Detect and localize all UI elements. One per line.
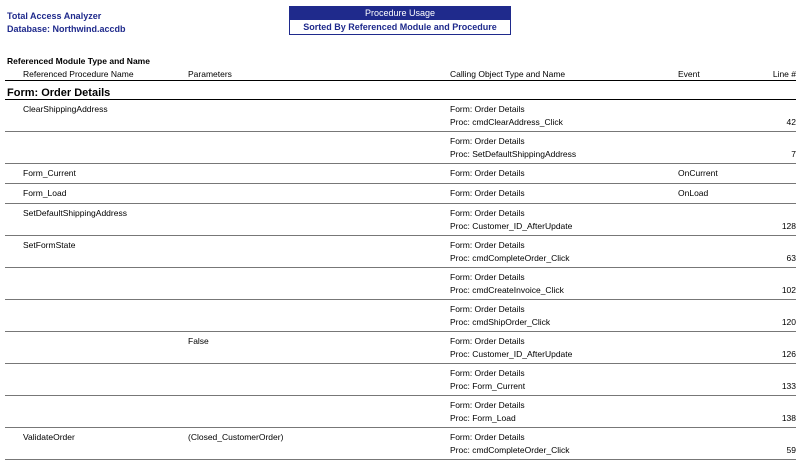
line-number: 120 <box>781 317 796 327</box>
table-row <box>5 100 796 132</box>
calling-object: Form: Order Details <box>450 168 525 178</box>
app-title: Total Access Analyzer <box>7 11 102 21</box>
table-row <box>5 396 796 428</box>
calling-object: Form: Order Details <box>450 188 525 198</box>
calling-object: Form: Order Details <box>450 136 525 146</box>
line-number: 42 <box>786 117 796 127</box>
calling-object: Form: Order Details <box>450 208 525 218</box>
calling-proc: Proc: SetDefaultShippingAddress <box>450 149 577 159</box>
table-row <box>5 132 796 164</box>
calling-proc: Proc: Form_Load <box>450 413 516 423</box>
table-row <box>5 164 796 184</box>
section-title: Form: Order Details <box>7 87 111 99</box>
calling-object: Form: Order Details <box>450 104 525 114</box>
table-row <box>5 236 796 268</box>
line-number: 59 <box>786 445 796 455</box>
calling-proc: Proc: cmdCompleteOrder_Click <box>450 445 570 455</box>
calling-object: Form: Order Details <box>450 368 525 378</box>
table-row <box>5 184 796 204</box>
table-row <box>5 300 796 332</box>
group-header: Referenced Module Type and Name <box>7 56 150 66</box>
calling-proc: Proc: Form_Current <box>450 381 526 391</box>
table-row <box>5 332 796 364</box>
calling-proc: Proc: cmdCompleteOrder_Click <box>450 253 570 263</box>
col-header-event: Event <box>678 69 700 79</box>
table-row <box>5 364 796 396</box>
calling-object: Form: Order Details <box>450 272 525 282</box>
calling-proc: Proc: Customer_ID_AfterUpdate <box>450 349 573 359</box>
line-number: 138 <box>781 413 796 423</box>
col-header-calling: Calling Object Type and Name <box>450 69 566 79</box>
event: OnLoad <box>678 188 709 198</box>
database-name: Database: Northwind.accdb <box>7 24 126 34</box>
calling-proc: Proc: cmdShipOrder_Click <box>450 317 551 327</box>
table-row <box>5 204 796 236</box>
calling-proc: Proc: cmdCreateInvoice_Click <box>450 285 564 295</box>
calling-proc: Proc: Customer_ID_AfterUpdate <box>450 221 573 231</box>
table-row <box>5 428 796 460</box>
line-number: 102 <box>781 285 796 295</box>
parameters: (Closed_CustomerOrder) <box>188 432 284 442</box>
calling-object: Form: Order Details <box>450 400 525 410</box>
calling-object: Form: Order Details <box>450 432 525 442</box>
report-subtitle: Sorted By Referenced Module and Procedure <box>303 22 497 32</box>
procedure-name: Form_Load <box>23 188 67 198</box>
header-divider <box>5 80 796 81</box>
procedure-name: SetFormState <box>23 240 76 250</box>
procedure-name: ValidateOrder <box>23 432 75 442</box>
event: OnCurrent <box>678 168 718 178</box>
procedure-name: ClearShippingAddress <box>23 104 108 114</box>
parameters: False <box>188 336 209 346</box>
col-header-parameters: Parameters <box>188 69 232 79</box>
line-number: 7 <box>791 149 796 159</box>
col-header-line: Line # <box>772 69 796 79</box>
calling-proc: Proc: cmdClearAddress_Click <box>450 117 563 127</box>
calling-object: Form: Order Details <box>450 240 525 250</box>
line-number: 133 <box>781 381 796 391</box>
procedure-name: Form_Current <box>23 168 76 178</box>
report-title: Procedure Usage <box>290 7 510 20</box>
col-header-procedure: Referenced Procedure Name <box>23 69 134 79</box>
line-number: 128 <box>781 221 796 231</box>
line-number: 126 <box>781 349 796 359</box>
table-row <box>5 268 796 300</box>
calling-object: Form: Order Details <box>450 336 525 346</box>
calling-object: Form: Order Details <box>450 304 525 314</box>
report-title-box <box>289 6 511 35</box>
procedure-name: SetDefaultShippingAddress <box>23 208 127 218</box>
line-number: 63 <box>786 253 796 263</box>
